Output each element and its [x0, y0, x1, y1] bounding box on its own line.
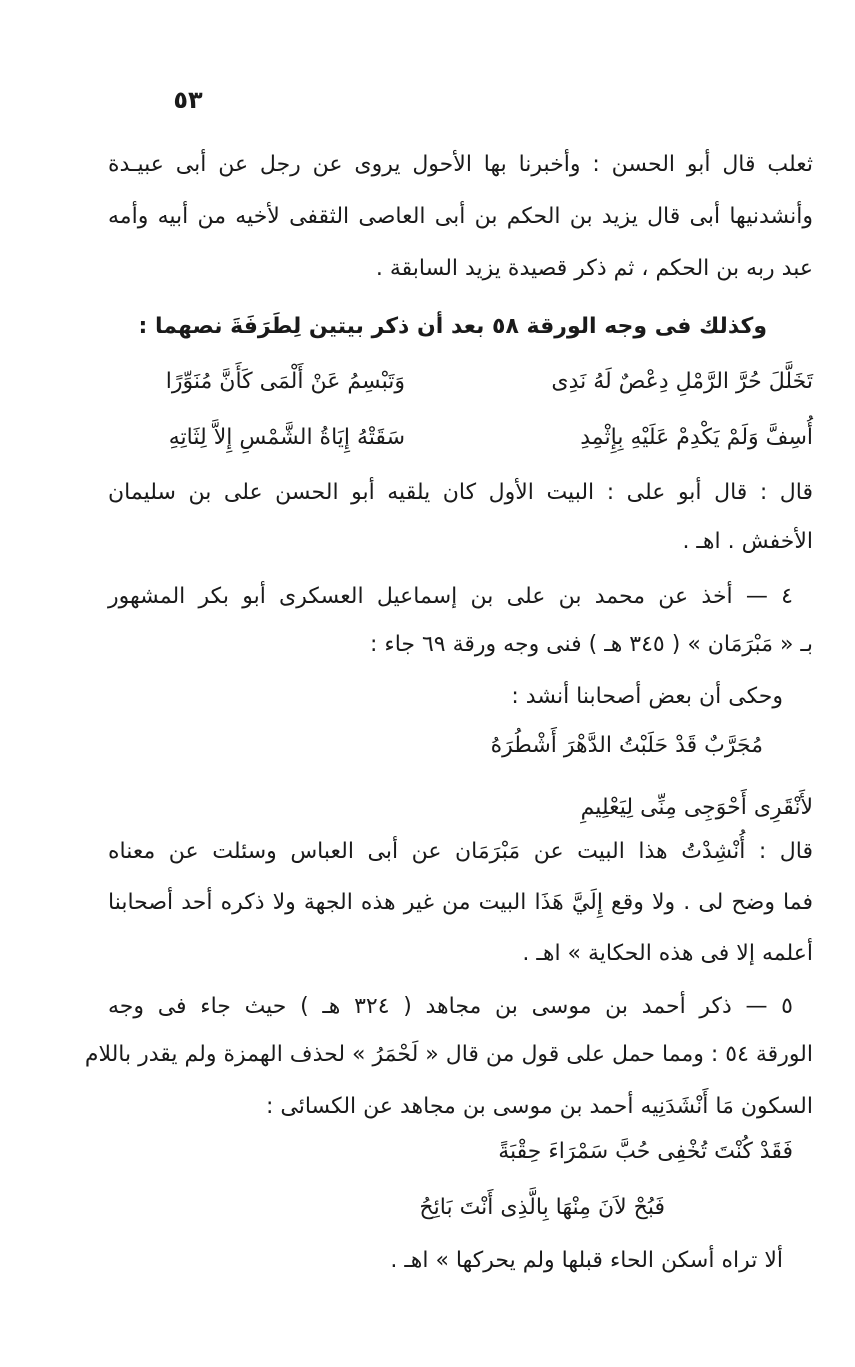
text-line: قال : قال أبو على : البيت الأول كان يلقيه أبو الحسن على بن سليمان [108, 480, 813, 505]
verse-line: فَبُحْ لاَنَ مِنْهَا بِالَّذِى أَنْتَ بَائِحُ [419, 1195, 665, 1220]
verse-hemistich: وَتَبْسِمُ عَنْ أَلْمَى كَأَنَّ مُنَوِّرًا [165, 369, 405, 394]
text-line: عبد ربه بن الحكم ، ثم ذكر قصيدة يزيد السابقة . [375, 256, 813, 281]
verse-line: فَقَدْ كُنْتَ تُخْفِى حُبَّ سَمْرَاءَ حِقْبَةً [498, 1139, 793, 1164]
text-line: قال : أُنْشِدْتُ هذا البيت عن مَبْرَمَان عن أبى العباس وسئلت عن معناه [108, 839, 813, 864]
verse-line: مُجَرَّبٌ قَدْ حَلَبْتُ الدَّهْرَ أَشْطُرَهُ [490, 733, 763, 758]
text-line: السكون مَا أَنْشَدَنِيه أحمد بن موسى بن مجاهد عن الكسائى : [265, 1094, 813, 1119]
text-line: وكذلك فى وجه الورقة ٥٨ بعد أن ذكر بيتين لِطَرَفَةَ نصهما : [138, 314, 767, 339]
text-line: وأنشدنيها أبى قال يزيد بن الحكم بن أبى العاصى الثقفى لأخيه من أبيه وأمه [108, 204, 813, 229]
page-number: ٥٣ [173, 86, 203, 114]
text-line: وحكى أن بعض أصحابنا أنشد : [511, 684, 783, 709]
text-line: ٤ — أخذ عن محمد بن على بن إسماعيل العسكرى أبو بكر المشهور [108, 584, 793, 609]
text-line: ثعلب قال أبو الحسن : وأخبرنا بها الأحول يروى عن رجل عن أبى عبيـدة [108, 152, 813, 177]
text-line: ألا تراه أسكن الحاء قبلها ولم يحركها » اهـ . [390, 1248, 783, 1273]
text-line: ٥ — ذكر أحمد بن موسى بن مجاهد ( ٣٢٤ هـ ) حيث جاء فى وجه [108, 994, 793, 1019]
verse-hemistich: سَقَتْهُ إِيَاةُ الشَّمْسِ إِلاَّ لِثَاتِهِ [168, 425, 405, 450]
verse-hemistich: تَخَلَّلَ حُرَّ الرَّمْلِ دِعْصٌ لَهُ نَدِى [551, 369, 813, 394]
text-line: بـ « مَبْرَمَان » ( ٣٤٥ هـ ) فنى وجه ورقة ٦٩ جاء : [369, 632, 813, 657]
text-line: الأخفش . اهـ . [682, 529, 813, 554]
verse-hemistich: أُسِفَّ وَلَمْ يَكْدِمْ عَلَيْهِ بِإِثْمِدِ [580, 425, 813, 450]
text-line: الورقة ٥٤ : ومما حمل على قول من قال « لَحْمَرُ » لحذف الهمزة ولم يقدر باللام [84, 1042, 813, 1067]
text-line: أعلمه إلا فى هذه الحكاية » اهـ . [522, 941, 813, 966]
text-line: فما وضح لى . ولا وقع إِلَيَّ هَذَا البيت من غير هذه الجهة ولا ذكره أحد أصحابنا [108, 890, 813, 915]
verse-line: لأَنْقَرِى أَحْوَجِى مِنِّى لِيَعْلِيمِ [580, 795, 813, 820]
